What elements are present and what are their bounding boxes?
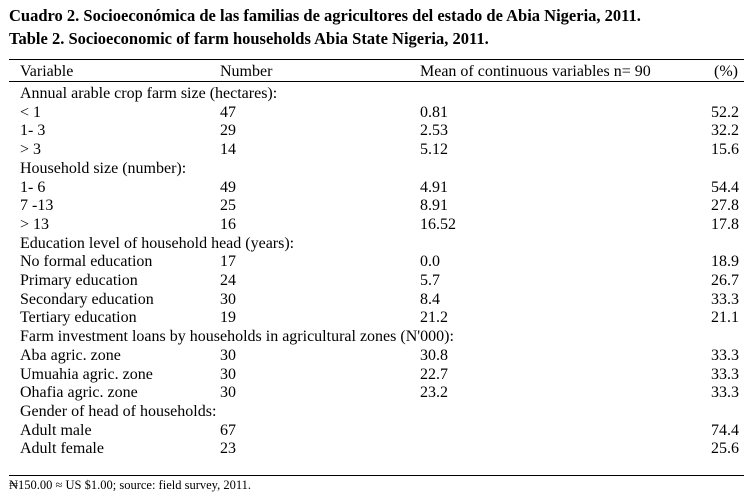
footnote: ₦150.00 ≈ US $1.00; source: field survey, 2011. [9,478,252,492]
cell-variable: 1- 3 [20,122,46,140]
cell-mean: 2.53 [420,122,448,140]
cell-mean: 22.7 [420,365,448,383]
cell-percent: 54.4 [711,178,739,196]
table-row [0,121,754,140]
table-row [0,196,754,215]
cell-percent: 17.8 [711,215,739,233]
section-heading [0,327,754,346]
cell-mean: 30.8 [420,346,448,364]
table-row [0,140,754,159]
cell-percent: 26.7 [711,272,739,289]
cell-variable: Primary education [20,272,138,289]
section-heading-label: Household size (number): [20,159,187,177]
cell-mean: 0.0 [420,253,440,271]
table-row [0,290,754,309]
cell-number: 14 [220,141,236,159]
cell-percent: 25.6 [711,440,739,458]
cell-mean: 8.4 [420,290,440,308]
cell-number: 30 [220,384,236,402]
bottom-rule [9,475,744,476]
cell-number: 25 [220,197,236,215]
table-title-english: Table 2. Socioeconomic of farm households Abia State Nigeria, 2011. [9,29,489,48]
cell-variable: No formal education [20,253,153,271]
table-row [0,252,754,271]
column-header-variable: Variable [20,63,74,80]
cell-variable: Tertiary education [20,309,137,327]
table-row [0,103,754,122]
column-header-percent: (%) [714,63,738,80]
section-heading-label: Annual arable crop farm size (hectares): [20,85,278,102]
cell-percent: 21.1 [711,309,739,327]
cell-percent: 52.2 [711,103,739,121]
cell-variable: Secondary education [20,290,154,308]
section-heading-label: Education level of household head (years): [20,234,295,252]
cell-percent: 33.3 [711,365,739,383]
cell-mean: 0.81 [420,103,448,121]
table-row [0,215,754,234]
cell-number: 19 [220,309,236,327]
cell-number: 24 [220,272,236,289]
table-row [0,383,754,402]
cell-variable: Ohafia agric. zone [20,384,138,402]
cell-percent: 32.2 [711,122,739,140]
column-header-number: Number [220,63,273,80]
section-heading [0,84,754,103]
cell-mean: 5.12 [420,141,448,159]
top-rule [9,59,744,60]
table-title-spanish: Cuadro 2. Socioeconómica de las familias de agricultores del estado de Abia Nigeria, 2011. [9,6,641,25]
cell-mean: 4.91 [420,178,448,196]
cell-mean: 23.2 [420,384,448,402]
cell-number: 23 [220,440,236,458]
cell-percent: 33.3 [711,384,739,402]
table-row [0,346,754,365]
cell-percent: 74.4 [711,421,739,439]
cell-variable: Adult male [20,421,92,439]
cell-percent: 27.8 [711,197,739,215]
cell-number: 16 [220,215,236,233]
cell-number: 29 [220,122,236,140]
column-header-mean: Mean of continuous variables n= 90 [420,63,651,80]
header-rule [9,81,744,82]
cell-number: 17 [220,253,236,271]
cell-number: 30 [220,365,236,383]
table-row [0,178,754,197]
section-heading-label: Farm investment loans by households in agricultural zones (N'000): [20,328,454,346]
cell-variable: Umuahia agric. zone [20,365,153,383]
cell-number: 30 [220,346,236,364]
cell-variable: > 3 [20,141,42,159]
section-heading [0,402,754,421]
table-row [0,271,754,290]
cell-number: 49 [220,178,236,196]
cell-mean: 5.7 [420,272,440,289]
cell-variable: 1- 6 [20,178,46,196]
section-heading-label: Gender of head of households: [20,402,217,420]
cell-mean: 16.52 [420,215,456,233]
cell-variable: 7 -13 [20,197,54,215]
table-row [0,421,754,440]
cell-percent: 15.6 [711,141,739,159]
cell-variable: > 13 [20,215,50,233]
cell-mean: 21.2 [420,309,448,327]
section-heading [0,234,754,253]
table-row [0,439,754,458]
section-heading [0,159,754,178]
cell-percent: 18.9 [711,253,739,271]
table-row [0,308,754,327]
cell-number: 30 [220,290,236,308]
cell-variable: Adult female [20,440,104,458]
column-header-row [0,62,754,81]
cell-percent: 33.3 [711,346,739,364]
cell-number: 67 [220,421,236,439]
table-row [0,365,754,384]
cell-percent: 33.3 [711,290,739,308]
cell-number: 47 [220,103,236,121]
cell-variable: < 1 [20,103,42,121]
cell-mean: 8.91 [420,197,448,215]
cell-variable: Aba agric. zone [20,346,121,364]
